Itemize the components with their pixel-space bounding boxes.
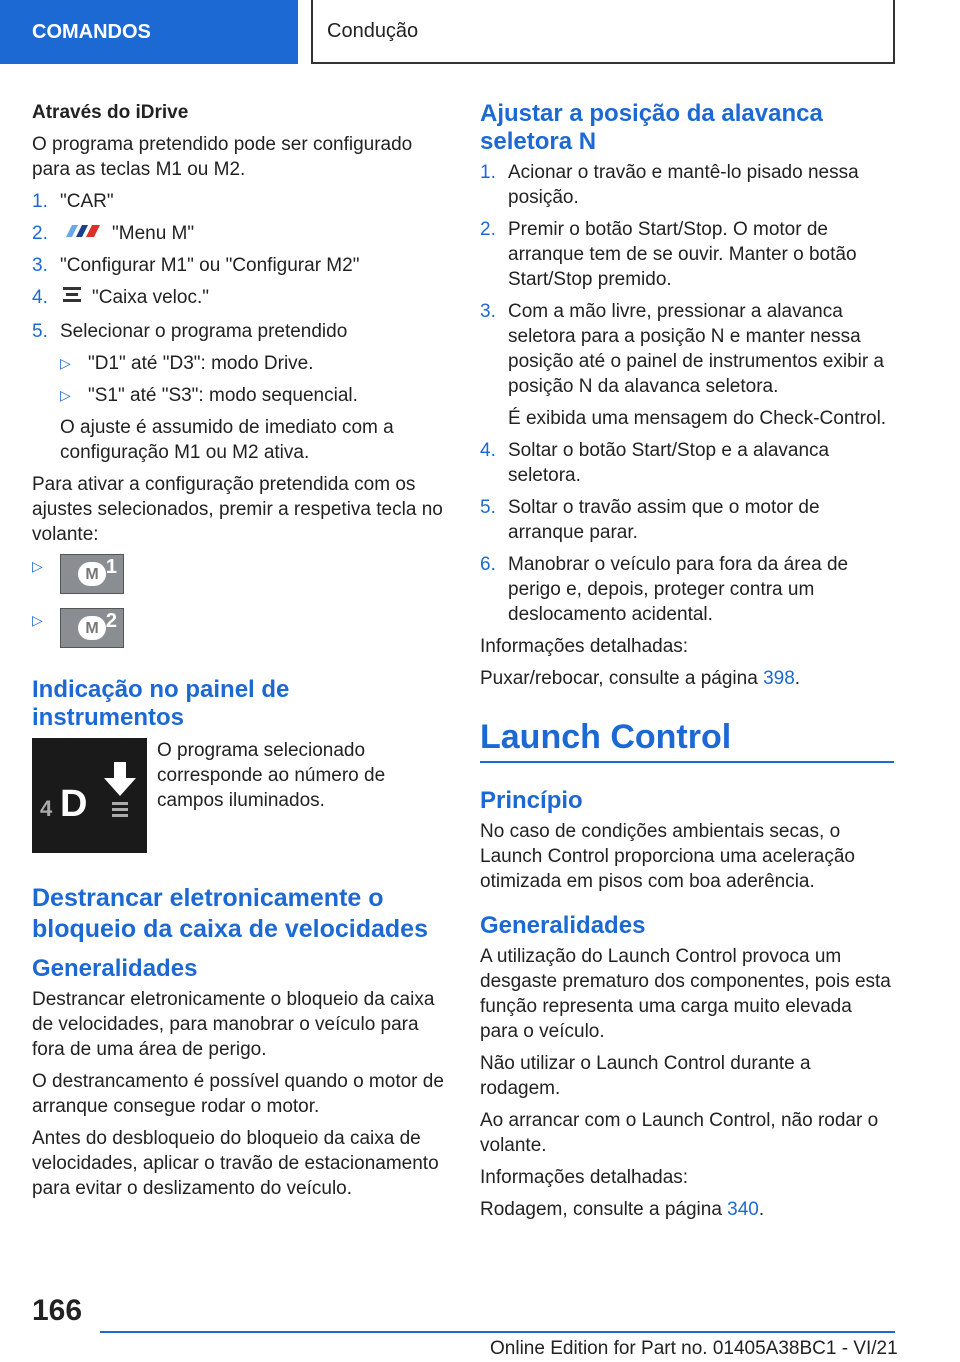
list-item xyxy=(32,253,446,278)
step-number: 1. xyxy=(480,162,496,183)
list-item xyxy=(60,351,446,376)
indication-block xyxy=(32,738,446,853)
step-text: Premir o botão Start/Stop. O motor de arranque tem de se ouvir. Manter o botão Start/Stop premido. xyxy=(508,219,857,290)
down-arrow-icon xyxy=(102,760,138,820)
page-link[interactable]: 398 xyxy=(763,668,795,689)
idrive-intro: O programa pretendido pode ser configurado para as teclas M1 ou M2. xyxy=(32,134,413,180)
page-link[interactable]: 340 xyxy=(727,1199,759,1220)
step3-note: É exibida uma mensagem do Check-Control. xyxy=(508,408,887,429)
general-para: Destrancar eletronicamente o bloqueio da caixa de velocidades, para manobrar o veículo para fora de uma área de perigo. xyxy=(32,989,435,1060)
unlock-title: Destrancar eletronicamente o bloqueio da caixa de velocidades xyxy=(32,884,428,943)
triangle-bullet-icon: ▷ xyxy=(60,355,71,371)
chapter-tab xyxy=(311,0,895,64)
details-ref: Puxar/rebocar, consulte a página 398. xyxy=(480,668,801,689)
step-text: Acionar o travão e mantê-lo pisado nessa posição. xyxy=(508,162,859,208)
general-title: Generalidades xyxy=(32,955,198,982)
list-item xyxy=(480,552,894,627)
step-number: 4. xyxy=(480,440,496,461)
step-number: 2. xyxy=(32,223,48,244)
step5-note: O ajuste é assumido de imediato com a configuração M1 ou M2 ativa. xyxy=(60,417,394,463)
general-para: Antes do desbloqueio do bloqueio da caixa de velocidades, aplicar o travão de estacionamento para evitar o deslizamento do veículo. xyxy=(32,1128,439,1199)
list-item xyxy=(32,221,446,246)
step-number: 3. xyxy=(32,255,48,276)
triangle-bullet-icon: ▷ xyxy=(60,387,71,403)
m-stripes-icon xyxy=(60,221,104,246)
section-tab xyxy=(0,0,298,64)
right-column xyxy=(480,100,894,1229)
launch-title: Launch Control xyxy=(480,717,894,763)
list-item xyxy=(480,160,894,210)
triangle-bullet-icon: ▷ xyxy=(32,612,43,628)
list-item xyxy=(32,285,446,312)
general-para: Ao arrancar com o Launch Control, não rodar o volante. xyxy=(480,1110,879,1156)
list-item xyxy=(480,299,894,399)
sub-item-text: "S1" até "S3": modo sequencial. xyxy=(88,385,358,406)
step-text: Soltar o travão assim que o motor de arranque parar. xyxy=(508,497,820,543)
list-item xyxy=(480,438,894,488)
gearbox-icon xyxy=(60,285,84,312)
instrument-cluster-image xyxy=(32,738,147,853)
principle-title: Princípio xyxy=(480,787,583,814)
m-number: 1 xyxy=(105,556,117,578)
details-ref-text: Rodagem, consulte a página xyxy=(480,1199,728,1220)
step-text: "Caixa veloc." xyxy=(92,287,209,308)
details-ref: Rodagem, consulte a página 340. xyxy=(480,1199,765,1220)
sub-item-text: "D1" até "D3": modo Drive. xyxy=(88,353,314,374)
page-number: 166 xyxy=(32,1294,83,1327)
cluster-number: 4 xyxy=(40,796,53,821)
edition-text: Online Edition for Part no. 01405A38BC1 - VI/21 xyxy=(490,1338,898,1359)
general-para: O destrancamento é possível quando o motor de arranque consegue rodar o motor. xyxy=(32,1071,444,1117)
m2-button-image xyxy=(60,608,124,648)
footer-divider xyxy=(100,1331,895,1333)
list-item xyxy=(480,495,894,545)
triangle-bullet-icon: ▷ xyxy=(32,558,43,574)
list-item xyxy=(32,554,446,594)
activate-text: Para ativar a configuração pretendida com os ajustes selecionados, premir a respetiva tecla no volante: xyxy=(32,474,443,545)
step-text: "Configurar M1" ou "Configurar M2" xyxy=(60,255,360,276)
step-text: Soltar o botão Start/Stop e a alavanca seletora. xyxy=(508,440,830,486)
step-number: 5. xyxy=(480,497,496,518)
step-number: 6. xyxy=(480,554,496,575)
general-title: Generalidades xyxy=(480,912,646,939)
general-para: Não utilizar o Launch Control durante a rodagem. xyxy=(480,1053,811,1099)
m-icon: M xyxy=(78,616,106,640)
chapter-title: Condução xyxy=(327,19,419,42)
m1-button-image xyxy=(60,554,124,594)
step-number: 3. xyxy=(480,301,496,322)
list-item xyxy=(32,189,446,214)
idrive-title: Através do iDrive xyxy=(32,102,189,123)
step-text: Manobrar o veículo para fora da área de perigo e, depois, proteger contra um deslocamento acidental. xyxy=(508,554,849,625)
list-item xyxy=(60,383,446,408)
section-title: COMANDOS xyxy=(32,20,151,43)
cluster-gear: D xyxy=(60,783,88,825)
list-item xyxy=(32,608,446,648)
general-para: A utilização do Launch Control provoca um desgaste prematuro dos componentes, pois esta função representa uma carga muito elevada para o veículo. xyxy=(480,946,891,1042)
principle-text: No caso de condições ambientais secas, o Launch Control proporciona uma aceleração otimizada em pisos com boa aderência. xyxy=(480,821,855,892)
details-label: Informações detalhadas: xyxy=(480,636,689,657)
step-number: 4. xyxy=(32,287,48,308)
step-text: Selecionar o programa pretendido xyxy=(60,321,348,342)
step-text: "CAR" xyxy=(60,191,114,212)
left-column xyxy=(32,100,446,1208)
list-item xyxy=(480,217,894,292)
details-label: Informações detalhadas: xyxy=(480,1167,689,1188)
details-ref-text: Puxar/rebocar, consulte a página xyxy=(480,668,764,689)
m-number: 2 xyxy=(105,610,117,632)
step-text: Com a mão livre, pressionar a alavanca seletora para a posição N e manter nessa posição até o painel de instrumentos exibir a posição N da alavanca seletora. xyxy=(508,301,885,397)
indication-title: Indicação no painel de instrumentos xyxy=(32,676,290,731)
step-number: 5. xyxy=(32,321,48,342)
indication-text: O programa selecionado corresponde ao número de campos iluminados. xyxy=(157,740,386,811)
step-text: "Menu M" xyxy=(112,223,195,244)
adjust-title: Ajustar a posição da alavanca seletora N xyxy=(480,100,823,155)
step-number: 1. xyxy=(32,191,48,212)
step-number: 2. xyxy=(480,219,496,240)
m-icon: M xyxy=(78,562,106,586)
list-item xyxy=(32,319,446,344)
